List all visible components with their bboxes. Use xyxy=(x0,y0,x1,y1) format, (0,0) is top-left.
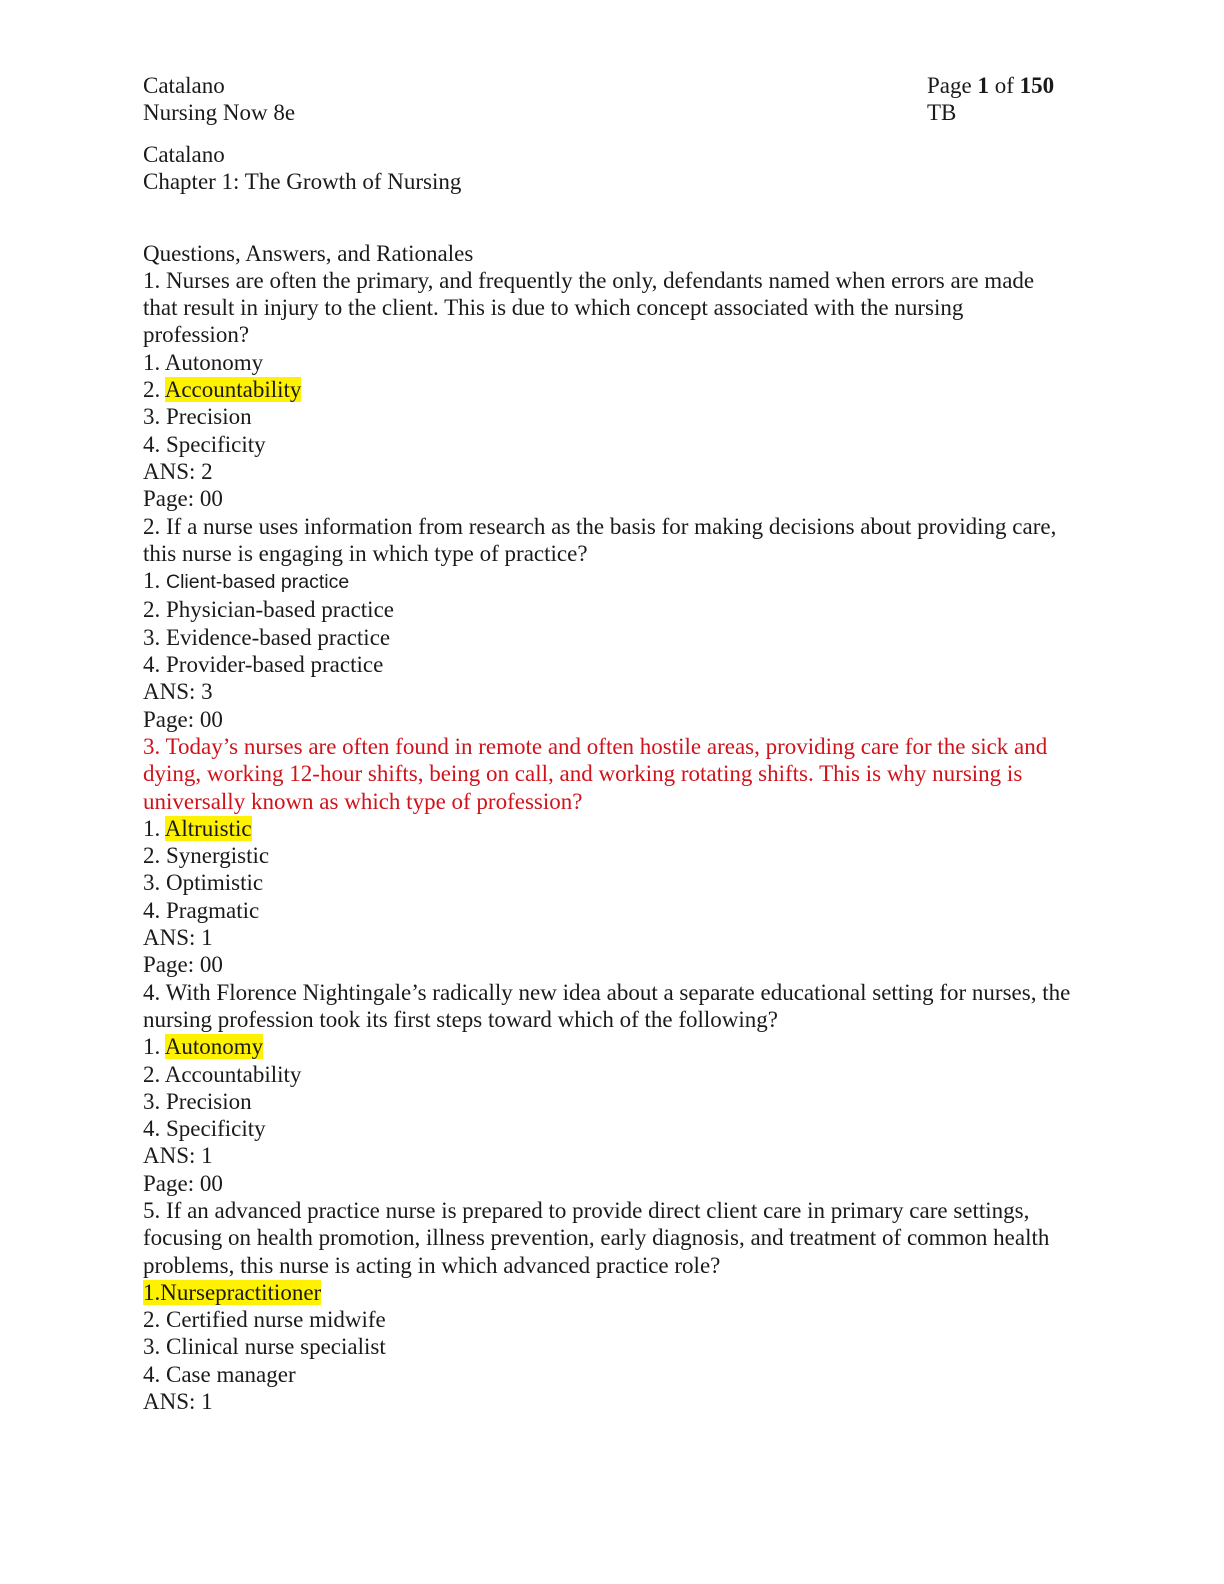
page-header xyxy=(143,72,1073,128)
answer-option xyxy=(143,869,1073,896)
question-block xyxy=(143,1197,1073,1415)
answer-option xyxy=(143,376,1073,403)
document-page xyxy=(143,72,1073,1415)
option-text: Clinical nurse specialist xyxy=(166,1334,386,1360)
header-left xyxy=(143,72,295,127)
page-prefix: Page xyxy=(927,73,972,98)
highlighted-answer: Autonomy xyxy=(164,1034,264,1060)
option-text: Specificity xyxy=(166,1116,266,1142)
answer-key: ANS: 2 xyxy=(143,458,213,484)
option-text: Optimistic xyxy=(166,870,264,896)
chapter-title: The Growth of Nursing xyxy=(244,169,462,195)
answer-key: ANS: 3 xyxy=(143,679,213,705)
highlighted-answer: Altruistic xyxy=(164,815,252,841)
option-text: Client-based practice xyxy=(166,571,350,594)
option-text: Physician-based practice xyxy=(166,597,394,623)
page-reference: Page: 00 xyxy=(143,952,223,978)
option-number: 1. xyxy=(143,568,161,594)
option-number: 2. xyxy=(143,1061,161,1087)
option-number: 4. xyxy=(143,652,161,678)
page-number xyxy=(927,72,1054,99)
answer-option xyxy=(143,1061,1073,1088)
highlighted-answer: Nursepractitioner xyxy=(160,1279,322,1305)
option-number: 4. xyxy=(143,1116,161,1142)
answer-option xyxy=(143,842,1073,869)
chapter-line xyxy=(143,168,1073,195)
option-number: 1. xyxy=(143,815,161,841)
option-number: 1. xyxy=(143,1034,161,1060)
option-number: 2. xyxy=(143,597,161,623)
question-block xyxy=(143,979,1073,1197)
answer-option xyxy=(143,567,1073,596)
answer-option xyxy=(143,1306,1073,1333)
page-of: of xyxy=(994,73,1014,98)
answer-option xyxy=(143,815,1073,842)
question-block xyxy=(143,513,1073,733)
header-right xyxy=(927,72,1054,127)
question-stem: 2. If a nurse uses information from research as the basis for making decisions about providing care, this nurse is engaging in which type of practice? xyxy=(143,513,1057,566)
question-list xyxy=(143,267,1073,1415)
option-number: 3. xyxy=(143,870,161,896)
option-text: Autonomy xyxy=(164,349,264,375)
option-text: Precision xyxy=(166,1088,252,1114)
answer-option xyxy=(143,1115,1073,1142)
page-reference: Page: 00 xyxy=(143,486,223,512)
answer-option xyxy=(143,1361,1073,1388)
option-number: 1. xyxy=(143,349,161,375)
answer-option xyxy=(143,596,1073,623)
header-tag: TB xyxy=(927,100,957,126)
option-number: 3. xyxy=(143,404,161,430)
option-text: Specificity xyxy=(166,431,266,457)
page-reference: Page: 00 xyxy=(143,706,223,732)
option-number: 1. xyxy=(143,1279,161,1305)
page-current: 1 xyxy=(977,73,989,98)
question-stem: 4. With Florence Nightingale’s radically new idea about a separate educational setting for nurses, the nursing profession took its first steps toward which of the following? xyxy=(143,979,1071,1032)
option-number: 3. xyxy=(143,1088,161,1114)
option-text: Precision xyxy=(166,404,252,430)
question-stem: 1. Nurses are often the primary, and frequently the only, defendants named when errors are made that result in injury to the client. This is due to which concept associated with the nursing profession? xyxy=(143,267,1035,348)
answer-key: ANS: 1 xyxy=(143,1389,213,1415)
answer-key: ANS: 1 xyxy=(143,925,213,951)
answer-option xyxy=(143,624,1073,651)
answer-option xyxy=(143,651,1073,678)
answer-key: ANS: 1 xyxy=(143,1143,213,1169)
chapter-prefix: Chapter 1: xyxy=(143,169,240,195)
option-number: 4. xyxy=(143,897,161,923)
page-reference: Page: 00 xyxy=(143,1170,223,1196)
option-text: Synergistic xyxy=(166,843,270,869)
answer-option xyxy=(143,349,1073,376)
question-stem: 5. If an advanced practice nurse is prepared to provide direct client care in primary care settings, focusing on health promotion, illness prevention, early diagnosis, and treatment of common health problems, this nurse is acting in which advanced practice role? xyxy=(143,1197,1050,1278)
page-total: 150 xyxy=(1019,73,1055,98)
header-book: Nursing Now 8e xyxy=(143,100,296,126)
answer-option xyxy=(143,403,1073,430)
answer-option xyxy=(143,431,1073,458)
highlighted-answer: Accountability xyxy=(164,377,302,403)
question-stem: 3. Today’s nurses are often found in remote and often hostile areas, providing care for the sick and dying, working 12-hour shifts, being on call, and working rotating shifts. This is why nursing is universally known as which type of profession? xyxy=(143,733,1048,814)
option-number: 3. xyxy=(143,1334,161,1360)
option-number: 2. xyxy=(143,377,161,403)
option-number: 3. xyxy=(143,624,161,650)
section-title: Questions, Answers, and Rationales xyxy=(143,240,474,266)
option-number: 4. xyxy=(143,1361,161,1387)
answer-option xyxy=(143,1333,1073,1360)
header-author: Catalano xyxy=(143,73,225,98)
option-number: 2. xyxy=(143,843,161,869)
chapter-author: Catalano xyxy=(143,142,225,167)
answer-option xyxy=(143,897,1073,924)
question-block xyxy=(143,267,1073,513)
answer-option xyxy=(143,1033,1073,1060)
answer-option xyxy=(143,1088,1073,1115)
option-number: 4. xyxy=(143,431,161,457)
option-text: Certified nurse midwife xyxy=(166,1307,386,1333)
option-text: Provider-based practice xyxy=(166,652,384,678)
option-text: Evidence-based practice xyxy=(166,624,391,650)
option-number: 2. xyxy=(143,1307,161,1333)
option-text: Case manager xyxy=(166,1361,296,1387)
option-text: Accountability xyxy=(164,1061,302,1087)
option-text: Pragmatic xyxy=(166,897,260,923)
chapter-heading xyxy=(143,141,1073,196)
question-block xyxy=(143,733,1073,979)
answer-option xyxy=(143,1279,1073,1306)
